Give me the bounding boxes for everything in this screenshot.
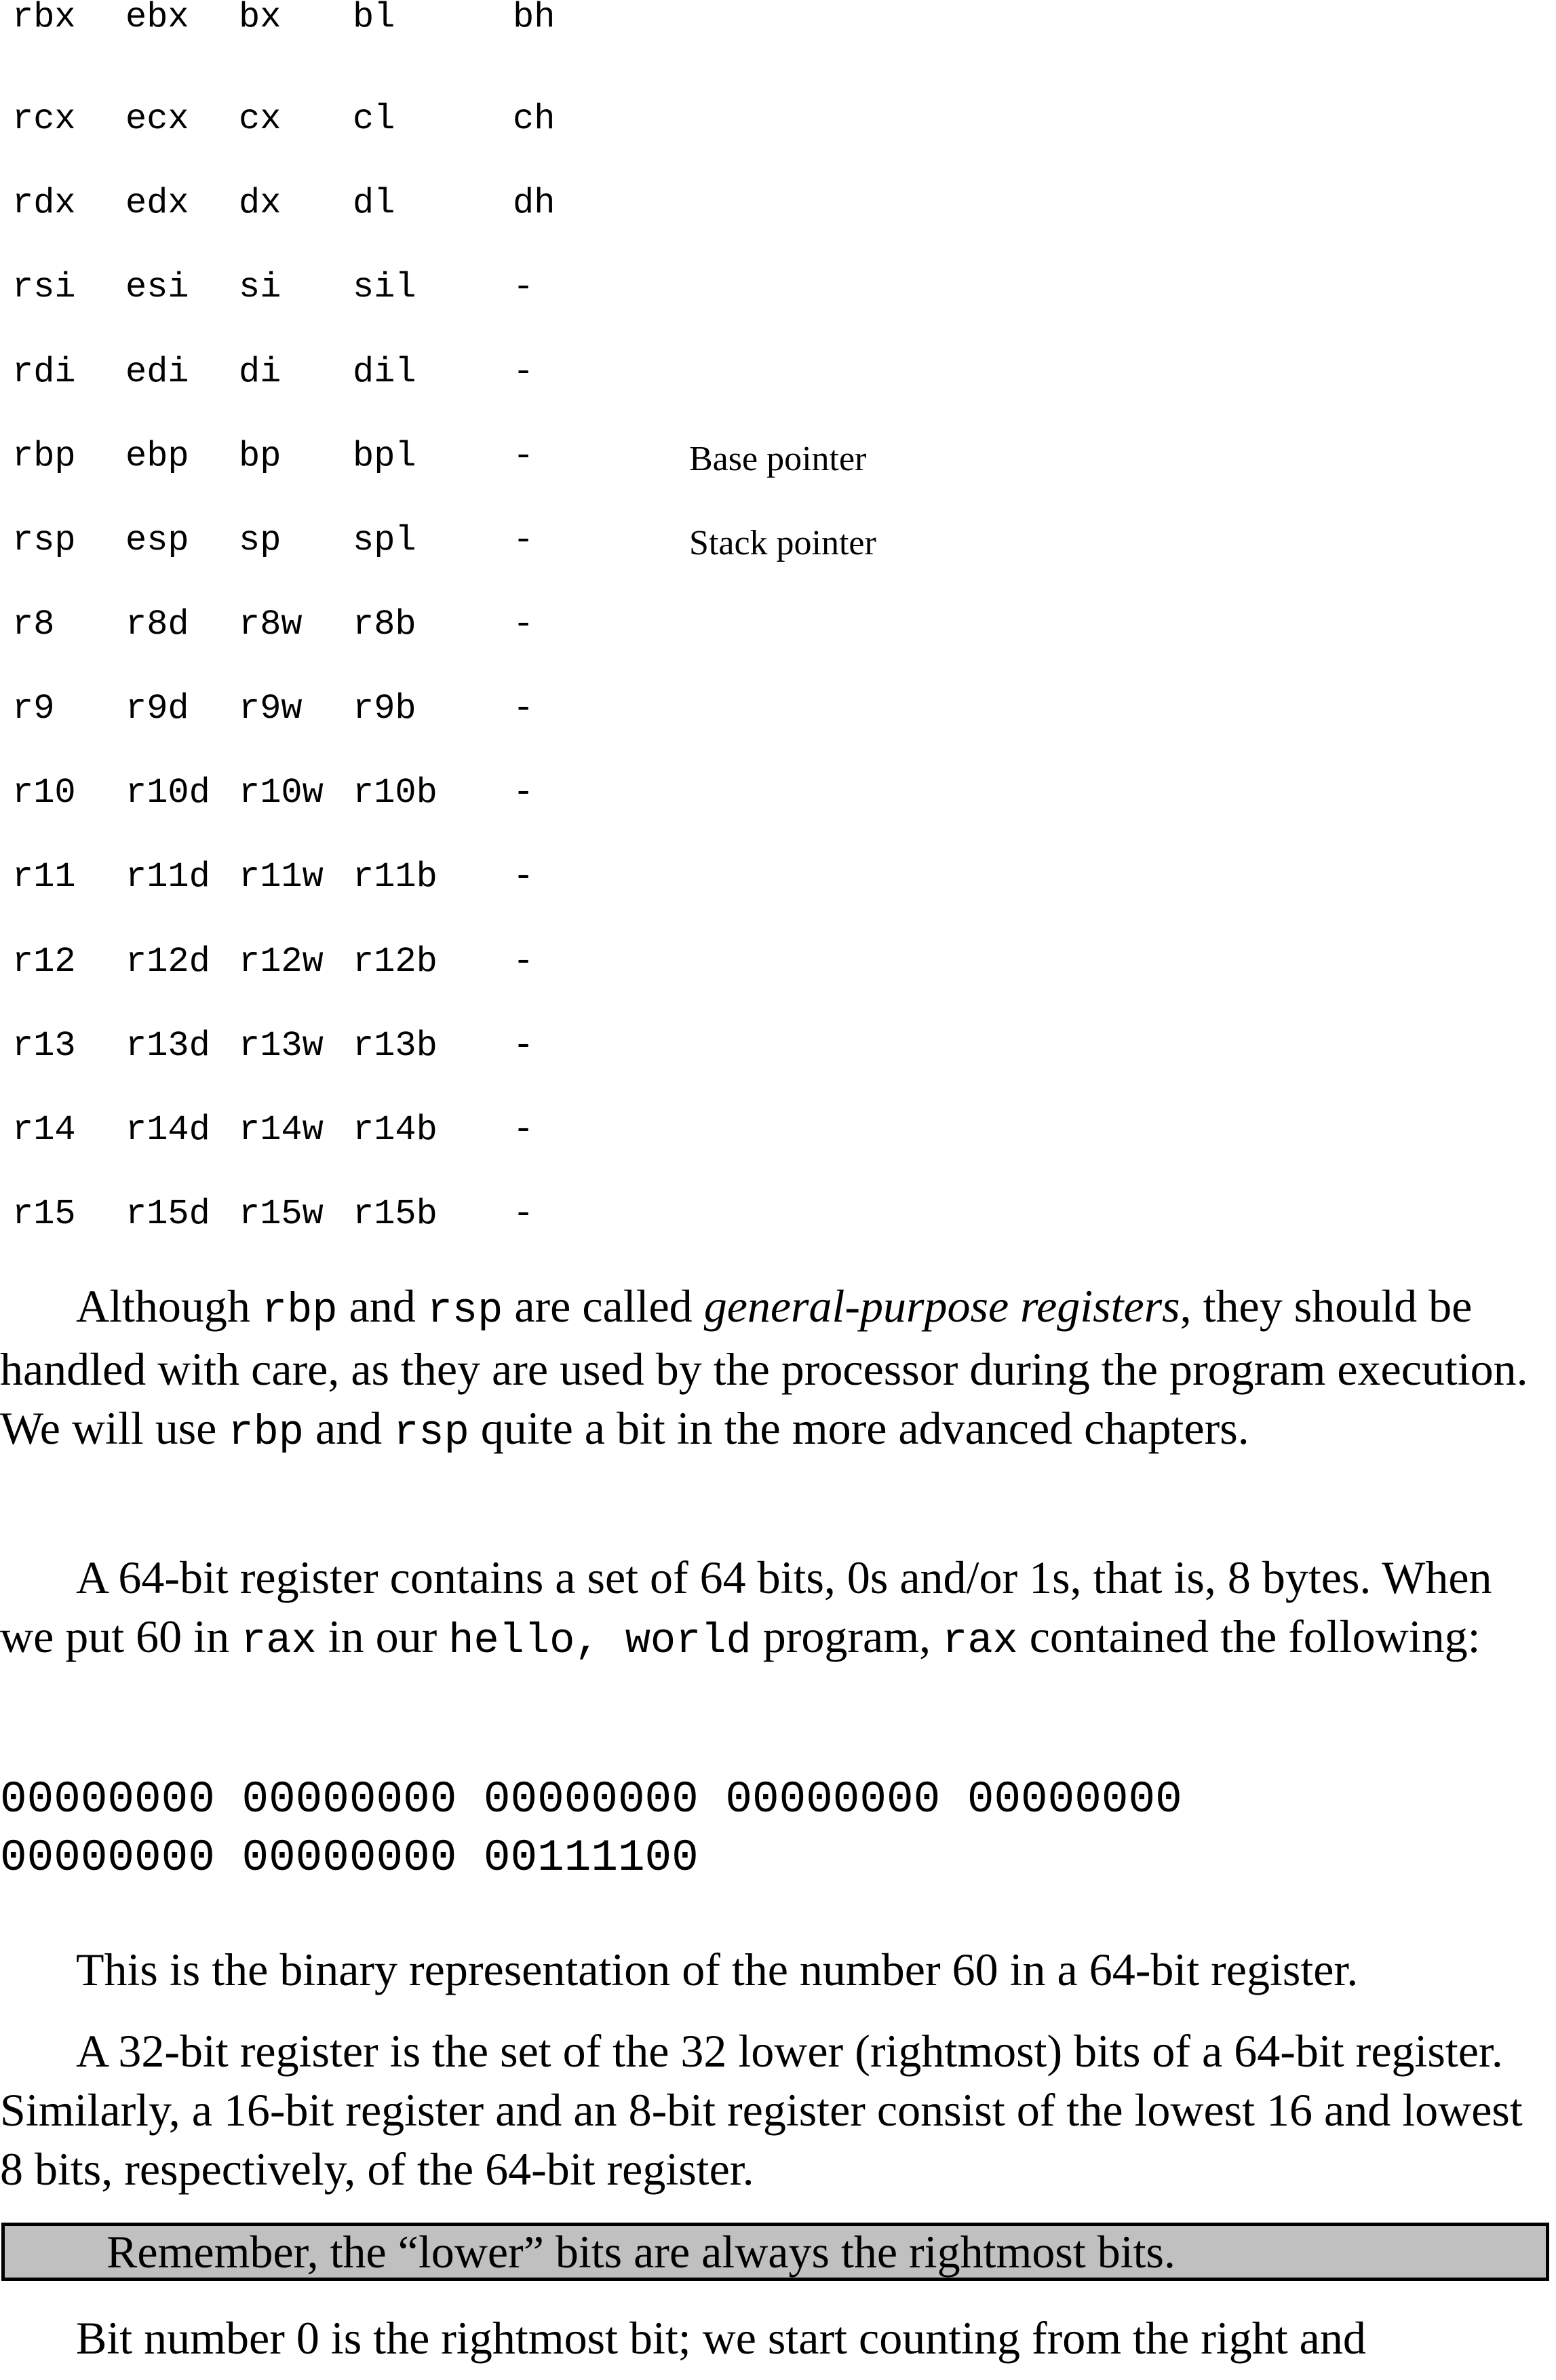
register-cell-reg8-low: r12b bbox=[353, 942, 437, 982]
register-cell-reg64: rbx bbox=[12, 0, 76, 37]
inline-code: rbp bbox=[261, 1286, 338, 1335]
paragraph-bit-number bbox=[0, 2309, 1556, 2368]
register-cell-reg64: r11 bbox=[12, 857, 76, 897]
paragraph-64bit bbox=[0, 1548, 1556, 1670]
register-cell-reg32: ebx bbox=[125, 0, 189, 37]
register-cell-reg8-high: - bbox=[513, 436, 534, 476]
register-cell-reg16: r15w bbox=[239, 1194, 324, 1234]
register-cell-reg64: rsi bbox=[12, 267, 76, 307]
register-cell-reg8-low: cl bbox=[353, 99, 395, 139]
register-row bbox=[12, 183, 1030, 227]
register-cell-reg8-high: ch bbox=[513, 99, 556, 139]
register-cell-reg64: r10 bbox=[12, 773, 76, 813]
register-cell-reg8-low: r14b bbox=[353, 1110, 437, 1150]
register-cell-reg32: edx bbox=[125, 183, 189, 223]
register-cell-reg16: r8w bbox=[239, 604, 303, 645]
text-span: Although bbox=[76, 1280, 262, 1332]
register-cell-reg8-high: - bbox=[513, 1110, 534, 1150]
register-row bbox=[12, 436, 1030, 480]
register-cell-reg16: bp bbox=[239, 436, 281, 476]
register-cell-reg64: r13 bbox=[12, 1026, 76, 1066]
register-row bbox=[12, 99, 1030, 142]
register-cell-reg8-low: spl bbox=[353, 520, 416, 560]
register-cell-reg8-high: - bbox=[513, 1194, 534, 1234]
binary-line-2: 00000000 00000000 00111100 bbox=[0, 1832, 699, 1883]
register-cell-reg8-high: - bbox=[513, 1026, 534, 1066]
text-span: contained the following: bbox=[1017, 1611, 1481, 1662]
text-span: , they should be handled with care, as they are used by the processor during the program execution. We will use bbox=[0, 1280, 1528, 1454]
register-cell-reg64: r14 bbox=[12, 1110, 76, 1150]
register-cell-reg8-high: - bbox=[513, 604, 534, 645]
register-row bbox=[12, 775, 1030, 816]
paragraph-32bit bbox=[0, 2022, 1556, 2199]
register-cell-reg16: sp bbox=[239, 520, 281, 560]
inline-code: rsp bbox=[427, 1286, 503, 1335]
text-span: A 64-bit register contains a set of 64 bits, 0s and/or 1s, that is, 8 bytes. When we put 60 in bbox=[0, 1552, 1492, 1662]
register-cell-reg8-low: r11b bbox=[353, 857, 437, 897]
register-cell-reg32: ecx bbox=[125, 99, 189, 139]
register-cell-reg32: r12d bbox=[125, 942, 210, 982]
register-cell-reg8-low: dl bbox=[353, 183, 395, 223]
register-row bbox=[12, 0, 1030, 41]
register-cell-reg8-high: - bbox=[513, 352, 534, 392]
inline-code: rax bbox=[942, 1617, 1018, 1665]
register-row bbox=[12, 857, 1030, 900]
register-cell-reg16: r11w bbox=[239, 857, 324, 897]
register-cell-reg64: rbp bbox=[12, 436, 76, 476]
paragraph-binary-representation bbox=[0, 1940, 1556, 1999]
inline-code: rsp bbox=[393, 1408, 469, 1457]
register-cell-reg16: cx bbox=[239, 99, 281, 139]
register-cell-reg8-low: r15b bbox=[353, 1194, 437, 1234]
register-cell-reg64: rsp bbox=[12, 520, 76, 560]
remember-callout: Remember, the “lower” bits are always the rightmost bits. bbox=[1, 2223, 1549, 2281]
register-cell-reg64: rdx bbox=[12, 183, 76, 223]
register-row bbox=[12, 267, 1030, 311]
register-cell-reg8-high: - bbox=[513, 773, 534, 813]
register-cell-reg32: esp bbox=[125, 520, 189, 560]
register-cell-note: Base pointer bbox=[689, 440, 867, 478]
register-cell-reg64: rcx bbox=[12, 99, 76, 139]
register-cell-reg16: r12w bbox=[239, 942, 324, 982]
register-cell-reg64: r15 bbox=[12, 1194, 76, 1234]
register-cell-reg32: r9d bbox=[125, 689, 189, 729]
register-cell-reg8-high: - bbox=[513, 267, 534, 307]
register-cell-reg16: si bbox=[239, 267, 281, 307]
register-cell-reg8-low: r10b bbox=[353, 773, 437, 813]
register-cell-reg8-low: dil bbox=[353, 352, 416, 392]
paragraph-text: This is the binary representation of the number 60 in a 64-bit register. bbox=[76, 1944, 1359, 1995]
register-cell-reg8-low: r9b bbox=[353, 689, 416, 729]
register-row bbox=[12, 944, 1030, 985]
text-span: and bbox=[303, 1402, 394, 1454]
register-cell-reg8-low: bpl bbox=[353, 436, 416, 476]
register-cell-reg8-high: - bbox=[513, 689, 534, 729]
register-row bbox=[12, 352, 1030, 396]
register-cell-reg64: r8 bbox=[12, 604, 55, 645]
text-span: quite a bit in the more advanced chapters. bbox=[469, 1402, 1249, 1454]
register-cell-reg16: r9w bbox=[239, 689, 303, 729]
text-span: and bbox=[337, 1280, 427, 1332]
register-cell-reg32: r13d bbox=[125, 1026, 210, 1066]
register-cell-reg64: r9 bbox=[12, 689, 55, 729]
register-cell-note: Stack pointer bbox=[689, 524, 876, 562]
register-cell-reg8-low: r8b bbox=[353, 604, 416, 645]
register-cell-reg32: edi bbox=[125, 352, 189, 392]
paragraph-text: Bit number 0 is the rightmost bit; we start counting from the right and bbox=[76, 2312, 1366, 2364]
register-cell-reg32: esi bbox=[125, 267, 189, 307]
register-cell-reg16: di bbox=[239, 352, 281, 392]
inline-code: hello, world bbox=[448, 1617, 752, 1665]
register-row bbox=[12, 691, 1030, 732]
register-cell-reg8-high: bh bbox=[513, 0, 556, 37]
text-span: are called bbox=[503, 1280, 704, 1332]
emphasis: general-purpose registers bbox=[703, 1280, 1180, 1332]
inline-code: rax bbox=[241, 1617, 317, 1665]
register-cell-reg8-high: - bbox=[513, 942, 534, 982]
register-cell-reg8-high: - bbox=[513, 520, 534, 560]
register-cell-reg8-high: dh bbox=[513, 183, 556, 223]
register-cell-reg8-low: sil bbox=[353, 267, 416, 307]
register-cell-reg16: r13w bbox=[239, 1026, 324, 1066]
register-cell-reg64: rdi bbox=[12, 352, 76, 392]
register-cell-reg64: r12 bbox=[12, 942, 76, 982]
register-row bbox=[12, 1026, 1030, 1069]
register-cell-reg16: dx bbox=[239, 183, 281, 223]
text-span: in our bbox=[316, 1611, 449, 1662]
register-cell-reg8-low: r13b bbox=[353, 1026, 437, 1066]
paragraph-rbp-rsp bbox=[0, 1277, 1556, 1462]
register-cell-reg16: r14w bbox=[239, 1110, 324, 1150]
paragraph-text: A 32-bit register is the set of the 32 lower (rightmost) bits of a 64-bit register. Similarly, a 16-bit register and an 8-bit register consist of the lowest 16 and lowest 8 bits, respectively, of the 64-bit register. bbox=[0, 2025, 1523, 2195]
register-cell-reg32: r14d bbox=[125, 1110, 210, 1150]
binary-line-1: 00000000 00000000 00000000 00000000 00000000 bbox=[0, 1774, 1182, 1825]
register-cell-reg8-high: - bbox=[513, 857, 534, 897]
register-cell-reg32: r15d bbox=[125, 1194, 210, 1234]
register-cell-reg32: ebp bbox=[125, 436, 189, 476]
register-row bbox=[12, 1194, 1030, 1237]
binary-listing bbox=[0, 1771, 1182, 1887]
register-cell-reg32: r10d bbox=[125, 773, 210, 813]
register-cell-reg16: r10w bbox=[239, 773, 324, 813]
text-span: program, bbox=[751, 1611, 943, 1662]
register-cell-reg32: r8d bbox=[125, 604, 189, 645]
register-cell-reg16: bx bbox=[239, 0, 281, 37]
inline-code: rbp bbox=[228, 1408, 304, 1457]
register-row bbox=[12, 520, 1030, 564]
register-row bbox=[12, 1110, 1030, 1153]
register-cell-reg8-low: bl bbox=[353, 0, 395, 37]
register-cell-reg32: r11d bbox=[125, 857, 210, 897]
register-row bbox=[12, 604, 1030, 648]
